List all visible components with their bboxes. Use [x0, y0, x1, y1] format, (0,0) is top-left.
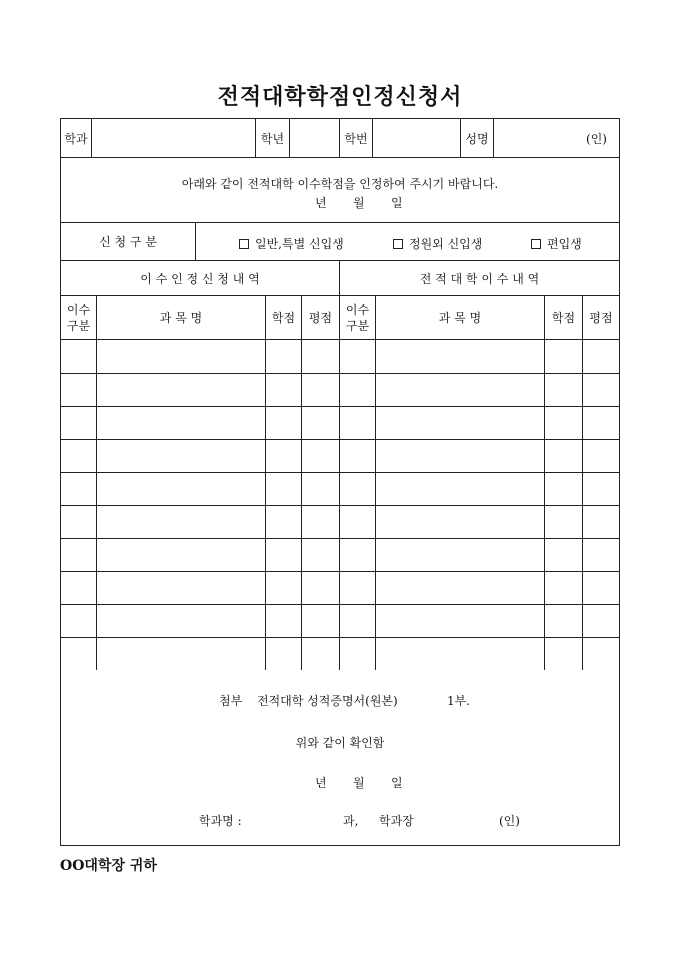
request-row: [61, 158, 619, 223]
attach-count: 1부.: [447, 694, 471, 708]
year-label: 학년: [260, 131, 285, 146]
confirm-text: 위와 같이 확인함: [295, 736, 385, 750]
confirm-date-month: 월: [353, 776, 365, 790]
name-field[interactable]: [494, 119, 619, 157]
section-left-title: 이 수 인 정 신 청 내 역: [140, 271, 260, 286]
left-course-header: 과 목 명: [159, 311, 203, 325]
right-credit-header: 학점: [551, 311, 576, 325]
attach-label: 첨부: [219, 694, 243, 708]
section-right-title: 전 적 대 학 이 수 내 역: [419, 271, 540, 286]
category-label: 신 청 구 분: [99, 235, 157, 249]
request-date-year: 년: [315, 196, 327, 210]
category-row: [61, 223, 619, 261]
name-label: 성명: [465, 131, 489, 146]
table-row[interactable]: [61, 604, 619, 605]
section-header-row: [61, 261, 619, 296]
checkbox-icon[interactable]: [393, 239, 403, 249]
addressee: OO대학장 귀하: [60, 858, 157, 874]
left-type-header: 이수 구분: [66, 302, 91, 333]
name-seal: (인): [586, 131, 607, 146]
student-no-label: 학번: [344, 131, 368, 146]
table-row[interactable]: [61, 637, 619, 638]
form-title: 전적대학학점인정신청서: [217, 84, 463, 110]
checkbox-icon[interactable]: [531, 239, 541, 249]
checkbox-icon[interactable]: [239, 239, 249, 249]
table-row[interactable]: [61, 439, 619, 440]
year-field[interactable]: [290, 119, 339, 157]
confirm-date-day: 일: [391, 776, 403, 790]
application-form: [60, 118, 620, 846]
dept-suffix: 과,: [343, 814, 359, 828]
confirm-date-year: 년: [315, 776, 327, 790]
student-no-field[interactable]: [373, 119, 460, 157]
table-row[interactable]: [61, 472, 619, 473]
right-grade-header: 평점: [589, 311, 613, 325]
right-type-header: 이수 구분: [345, 302, 370, 333]
table-row[interactable]: [61, 373, 619, 374]
table-row[interactable]: [61, 571, 619, 572]
left-credit-header: 학점: [271, 311, 296, 325]
table-row[interactable]: [61, 505, 619, 506]
option-extra-quota[interactable]: 정원외 신입생: [393, 235, 482, 252]
option-transfer[interactable]: 편입생: [531, 235, 582, 252]
info-row: [61, 119, 619, 158]
dept-head-label: 학과장: [379, 814, 414, 828]
dept-head-seal: (인): [499, 814, 520, 828]
request-date-month: 월: [353, 196, 365, 210]
left-grade-header: 평점: [308, 311, 333, 325]
attach-doc: 전적대학 성적증명서(원본): [257, 694, 398, 708]
dept-name-label: 학과명 :: [199, 814, 242, 828]
bottom-section: [61, 670, 619, 846]
dept-field[interactable]: [92, 119, 255, 157]
right-course-header: 과 목 명: [438, 311, 482, 325]
table-row[interactable]: [61, 538, 619, 539]
request-text: 아래와 같이 전적대학 이수학점을 인정하여 주시기 바랍니다.: [181, 177, 499, 191]
dept-label: 학과: [64, 131, 88, 146]
option-regular-special[interactable]: 일반,특별 신입생: [239, 235, 344, 252]
request-date-day: 일: [391, 196, 403, 210]
table-row[interactable]: [61, 406, 619, 407]
course-grid: [61, 296, 619, 670]
